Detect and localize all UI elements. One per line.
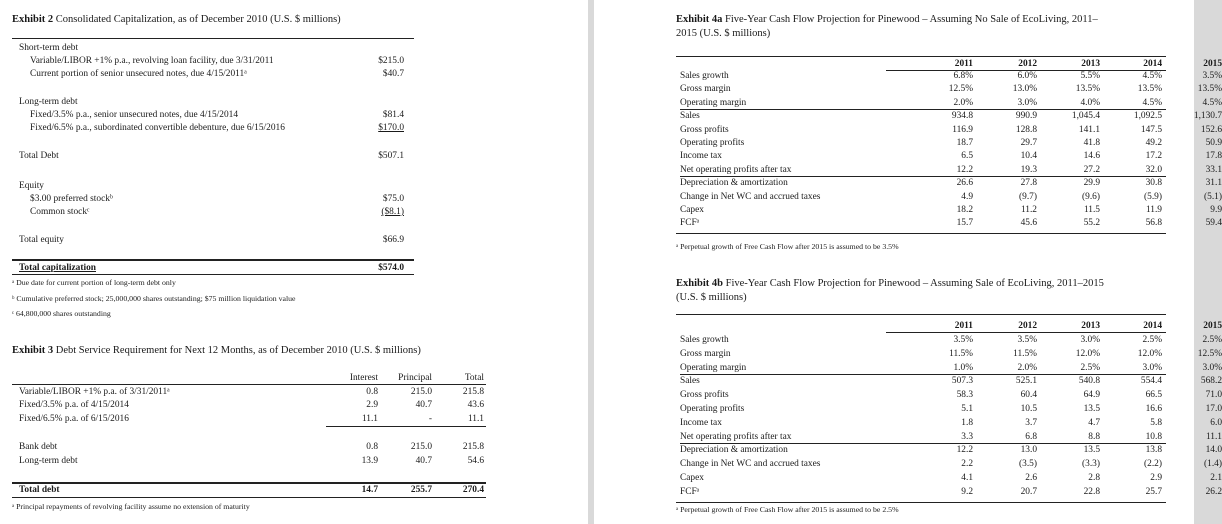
value-cell: (3.5) — [1019, 459, 1037, 470]
value-cell: 30.8 — [1145, 178, 1162, 189]
value-cell: 2.6 — [1025, 473, 1037, 483]
exhibit-3-title-bold: Exhibit 3 — [12, 345, 54, 356]
value-cell: 1,045.4 — [1071, 111, 1100, 122]
table-top-rule — [676, 56, 1166, 57]
value-cell: 71.0 — [1205, 390, 1222, 401]
total-debt-value: $507.1 — [378, 151, 404, 161]
ex3-subtotal-rule — [326, 426, 486, 427]
exhibit-4b-title-line2: (U.S. $ millions) — [676, 292, 747, 303]
ex3-header-interest: Interest — [349, 373, 378, 383]
preferred-stock-value: $75.0 — [382, 194, 404, 204]
ex3-total-top-rule — [12, 482, 486, 484]
value-cell: 56.8 — [1145, 218, 1162, 229]
row-label: Capex — [680, 205, 704, 215]
left-page — [0, 0, 588, 524]
value-cell: 3.7 — [1025, 417, 1037, 428]
value-cell: 3.3 — [961, 431, 973, 442]
exhibit-4b-title-text: Five-Year Cash Flow Projection for Pinewood – Assuming Sale of EcoLiving, 2011–2015 — [725, 278, 1104, 289]
total-total-cell: 270.4 — [462, 485, 484, 495]
value-cell: 4.7 — [1088, 417, 1100, 428]
right-page — [594, 0, 1222, 524]
value-cell: 49.2 — [1145, 138, 1162, 148]
exhibit-2-footnote-a: ᵃ Due date for current portion of long-term debt only — [12, 278, 176, 287]
value-cell: 2.5% — [1202, 335, 1222, 345]
year-header: 2011 — [954, 59, 973, 69]
row-label: Capex — [680, 473, 704, 483]
value-cell: 60.4 — [1020, 390, 1037, 401]
value-cell: 141.1 — [1078, 124, 1100, 135]
interest-cell: 13.9 — [361, 456, 378, 466]
value-cell: 128.8 — [1015, 124, 1037, 135]
row-label: Change in Net WC and accrued taxes — [680, 459, 821, 470]
row-label: Bank debt — [19, 442, 58, 452]
row-label: Income tax — [680, 151, 722, 162]
value-cell: 11.2 — [1020, 205, 1037, 215]
exhibit-2-footnote-c: ᶜ 64,800,000 shares outstanding — [12, 309, 111, 318]
exhibit-3-title-text: Debt Service Requirement for Next 12 Months, as of December 2010 (U.S. $ millions) — [55, 345, 421, 356]
row-label: Gross margin — [680, 84, 731, 95]
st1-value: $215.0 — [378, 56, 404, 66]
value-cell: 9.2 — [961, 486, 973, 497]
year-header: 2015 — [1203, 59, 1222, 69]
row-label: Gross margin — [680, 348, 731, 359]
exhibit-4a-title-bold: Exhibit 4a — [676, 14, 723, 25]
value-cell: 12.5% — [1197, 348, 1222, 359]
section-rule — [680, 443, 1166, 444]
st1-label: Variable/LIBOR +1% p.a., revolving loan facility, due 3/31/2011 — [30, 56, 274, 66]
section-rule — [680, 109, 1166, 110]
lt2-value: $170.0 — [378, 123, 404, 133]
year-header: 2012 — [1018, 321, 1037, 331]
exhibit-2-title-bold: Exhibit 2 — [12, 14, 54, 25]
interest-cell: 0.8 — [366, 442, 378, 452]
exhibit-4b-title-bold: Exhibit 4b — [676, 278, 723, 289]
value-cell: (9.7) — [1019, 191, 1037, 202]
value-cell: (9.6) — [1082, 191, 1100, 202]
value-cell: 13.5% — [1197, 84, 1222, 95]
exhibit-4a-title-line2: 2015 (U.S. $ millions) — [676, 28, 771, 39]
value-cell: 554.4 — [1140, 376, 1162, 387]
value-cell: 3.5% — [1202, 71, 1222, 81]
value-cell: 1.0% — [953, 362, 973, 373]
total-cell: 215.8 — [462, 442, 484, 452]
row-label: FCFᵃ — [680, 218, 700, 229]
row-label: Change in Net WC and accrued taxes — [680, 191, 821, 202]
exhibit-4b-title-line1 — [676, 279, 1104, 290]
value-cell: 11.5% — [1013, 348, 1037, 359]
equity-header: Equity — [19, 181, 44, 191]
row-label: Income tax — [680, 417, 722, 428]
value-cell: 990.9 — [1015, 111, 1037, 122]
value-cell: 1,092.5 — [1133, 111, 1162, 122]
table-bottom-rule — [676, 233, 1166, 234]
value-cell: 1,130.7 — [1193, 111, 1222, 122]
long-term-debt-header: Long-term debt — [19, 97, 78, 107]
principal-cell: - — [428, 414, 432, 424]
value-cell: 2.5% — [1080, 362, 1100, 373]
total-cell: 43.6 — [467, 400, 484, 410]
exhibit-2-title — [12, 15, 341, 26]
st2-value: $40.7 — [382, 69, 404, 79]
preferred-stock-label: $3.00 preferred stockᵇ — [30, 194, 113, 204]
value-cell: 3.5% — [953, 335, 973, 345]
common-stock-value: ($8.1) — [381, 207, 404, 217]
exhibit-4b-footnote: ᵃ Perpetual growth of Free Cash Flow after 2015 is assumed to be 2.5% — [676, 505, 899, 514]
value-cell: 11.5% — [949, 348, 973, 359]
interest-cell: 0.8 — [366, 387, 378, 397]
value-cell: 540.8 — [1078, 376, 1100, 387]
value-cell: 10.5 — [1020, 404, 1037, 414]
value-cell: 2.9 — [1150, 473, 1162, 483]
value-cell: 2.2 — [961, 459, 973, 470]
year-header: 2014 — [1143, 59, 1162, 69]
value-cell: 1.8 — [961, 417, 973, 428]
value-cell: 27.8 — [1020, 178, 1037, 189]
total-capitalization-value: $574.0 — [378, 263, 404, 273]
row-label: Depreciation & amortization — [680, 445, 788, 456]
principal-cell: 215.0 — [410, 442, 432, 452]
row-label: Operating margin — [680, 362, 747, 373]
value-cell: 10.4 — [1020, 151, 1037, 162]
value-cell: 3.0% — [1202, 362, 1222, 373]
value-cell: 13.5% — [1137, 84, 1162, 95]
table-bottom-rule — [676, 502, 1166, 503]
value-cell: 17.2 — [1145, 151, 1162, 162]
value-cell: 11.1 — [1205, 431, 1222, 442]
value-cell: 3.5% — [1017, 335, 1037, 345]
ex3-total-bottom-rule — [12, 497, 486, 498]
value-cell: 13.5% — [1075, 84, 1100, 95]
section-rule — [680, 374, 1166, 375]
row-label: Net operating profits after tax — [680, 431, 792, 442]
value-cell: 507.3 — [951, 376, 973, 387]
total-capitalization-label: Total capitalization — [19, 263, 96, 273]
value-cell: 2.0% — [953, 97, 973, 108]
row-label: Net operating profits after tax — [680, 164, 792, 175]
value-cell: 13.8 — [1145, 445, 1162, 456]
total-interest-cell: 14.7 — [361, 485, 378, 495]
value-cell: 12.2 — [956, 164, 973, 175]
total-cell: 11.1 — [467, 414, 484, 424]
value-cell: 29.7 — [1020, 138, 1037, 148]
value-cell: 5.1 — [961, 404, 973, 414]
total-debt-row-label: Total debt — [19, 485, 60, 495]
value-cell: 59.4 — [1205, 218, 1222, 229]
value-cell: 11.9 — [1145, 205, 1162, 215]
value-cell: 8.8 — [1088, 431, 1100, 442]
value-cell: 3.0% — [1017, 97, 1037, 108]
value-cell: 27.2 — [1083, 164, 1100, 175]
value-cell: 64.9 — [1083, 390, 1100, 401]
value-cell: 5.5% — [1080, 71, 1100, 81]
value-cell: 14.6 — [1083, 151, 1100, 162]
row-label: Sales — [680, 376, 700, 387]
exhibit-3-title — [12, 346, 421, 357]
value-cell: 152.6 — [1200, 124, 1222, 135]
total-cap-bottom-rule — [12, 274, 414, 275]
exhibit-2-footnote-b: ᵇ Cumulative preferred stock; 25,000,000 shares outstanding; $75 million liquidation value — [12, 294, 296, 303]
lt1-label: Fixed/3.5% p.a., senior unsecured notes, due 4/15/2014 — [30, 110, 239, 120]
value-cell: 4.9 — [961, 191, 973, 202]
value-cell: 116.9 — [952, 124, 973, 135]
value-cell: 50.9 — [1205, 138, 1222, 148]
total-equity-value: $66.9 — [382, 235, 404, 245]
value-cell: 9.9 — [1210, 205, 1222, 215]
total-debt-label: Total Debt — [19, 151, 59, 161]
exhibit-3-footnote: ᵃ Principal repayments of revolving facility assume no extension of maturity — [12, 502, 250, 511]
row-label: Sales growth — [680, 71, 729, 81]
value-cell: 12.0% — [1075, 348, 1100, 359]
value-cell: 10.8 — [1145, 431, 1162, 442]
row-label: Operating profits — [680, 404, 745, 414]
lt2-label: Fixed/6.5% p.a., subordinated convertible debenture, due 6/15/2016 — [30, 123, 285, 133]
value-cell: 6.8% — [953, 71, 973, 81]
value-cell: 147.5 — [1140, 124, 1162, 135]
row-label: Variable/LIBOR +1% p.a. of 3/31/2011ᵃ — [19, 387, 170, 397]
value-cell: 525.1 — [1015, 376, 1037, 387]
value-cell: 31.1 — [1205, 178, 1222, 189]
value-cell: 32.0 — [1145, 164, 1162, 175]
value-cell: 25.7 — [1145, 486, 1162, 497]
value-cell: 26.6 — [956, 178, 973, 189]
row-label: Operating margin — [680, 97, 747, 108]
row-label: Fixed/6.5% p.a. of 6/15/2016 — [19, 414, 129, 424]
value-cell: 13.5 — [1083, 445, 1100, 456]
row-label: Sales growth — [680, 335, 729, 345]
year-header-rule — [886, 332, 1166, 333]
value-cell: 16.6 — [1145, 404, 1162, 414]
value-cell: 11.5 — [1083, 205, 1100, 215]
value-cell: 6.0 — [1210, 417, 1222, 428]
value-cell: 33.1 — [1205, 164, 1222, 175]
year-header: 2013 — [1081, 59, 1100, 69]
principal-cell: 40.7 — [415, 400, 432, 410]
year-header: 2012 — [1018, 59, 1037, 69]
row-label: Gross profits — [680, 390, 729, 401]
value-cell: 15.7 — [956, 218, 973, 229]
value-cell: 20.7 — [1020, 486, 1037, 497]
row-label: FCFᵃ — [680, 486, 700, 497]
year-header: 2011 — [954, 321, 973, 331]
year-header: 2013 — [1081, 321, 1100, 331]
principal-cell: 40.7 — [415, 456, 432, 466]
exhibit-4a-footnote: ᵃ Perpetual growth of Free Cash Flow after 2015 is assumed to be 3.5% — [676, 242, 899, 251]
value-cell: 45.6 — [1020, 218, 1037, 229]
value-cell: 17.8 — [1205, 151, 1222, 162]
exhibit-4a-title-text: Five-Year Cash Flow Projection for Pinewood – Assuming No Sale of EcoLiving, 2011– — [725, 14, 1098, 25]
interest-cell: 2.9 — [366, 400, 378, 410]
value-cell: 4.5% — [1142, 71, 1162, 81]
value-cell: 3.0% — [1142, 362, 1162, 373]
value-cell: 58.3 — [956, 390, 973, 401]
value-cell: 12.0% — [1137, 348, 1162, 359]
value-cell: 13.0 — [1020, 445, 1037, 456]
value-cell: (5.1) — [1204, 191, 1222, 202]
value-cell: 17.0 — [1205, 404, 1222, 414]
section-rule — [680, 176, 1166, 177]
short-term-debt-header: Short-term debt — [19, 43, 79, 53]
lt1-value: $81.4 — [382, 110, 404, 120]
value-cell: (3.3) — [1082, 459, 1100, 470]
value-cell: 41.8 — [1083, 138, 1100, 148]
value-cell: (2.2) — [1144, 459, 1162, 470]
value-cell: 5.8 — [1150, 417, 1162, 428]
row-label: Operating profits — [680, 138, 745, 148]
value-cell: 19.3 — [1020, 164, 1037, 175]
value-cell: 22.8 — [1083, 486, 1100, 497]
year-header: 2015 — [1203, 321, 1222, 331]
st2-label: Current portion of senior unsecured notes, due 4/15/2011ᵃ — [30, 69, 247, 79]
total-equity-label: Total equity — [19, 235, 64, 245]
value-cell: 2.5% — [1142, 335, 1162, 345]
row-label: Fixed/3.5% p.a. of 4/15/2014 — [19, 400, 129, 410]
value-cell: 6.8 — [1025, 431, 1037, 442]
total-cell: 54.6 — [467, 456, 484, 466]
total-cell: 215.8 — [462, 387, 484, 397]
row-label: Long-term debt — [19, 456, 78, 466]
value-cell: (1.4) — [1204, 459, 1222, 470]
exhibit-2-top-rule — [12, 38, 414, 39]
value-cell: 568.2 — [1200, 376, 1222, 387]
value-cell: 18.2 — [956, 205, 973, 215]
value-cell: 29.9 — [1083, 178, 1100, 189]
value-cell: 2.8 — [1088, 473, 1100, 483]
ex3-header-principal: Principal — [398, 373, 432, 383]
value-cell: 12.5% — [948, 84, 973, 95]
value-cell: 12.2 — [956, 445, 973, 456]
exhibit-4a-title-line1 — [676, 15, 1098, 26]
table-top-rule — [676, 314, 1166, 315]
interest-cell: 11.1 — [361, 414, 378, 424]
principal-cell: 215.0 — [410, 387, 432, 397]
value-cell: 13.0% — [1012, 84, 1037, 95]
value-cell: 6.0% — [1017, 71, 1037, 81]
row-label: Sales — [680, 111, 700, 122]
total-cap-top-rule — [12, 259, 414, 261]
common-stock-label: Common stockᶜ — [30, 207, 90, 217]
value-cell: 2.0% — [1017, 362, 1037, 373]
total-principal-cell: 255.7 — [410, 485, 432, 495]
value-cell: 66.5 — [1145, 390, 1162, 401]
value-cell: 3.0% — [1080, 335, 1100, 345]
ex3-header-total: Total — [464, 373, 484, 383]
value-cell: 2.1 — [1210, 473, 1222, 483]
row-label: Depreciation & amortization — [680, 178, 788, 189]
value-cell: 4.5% — [1202, 97, 1222, 108]
value-cell: 934.8 — [951, 111, 973, 122]
value-cell: (5.9) — [1144, 191, 1162, 202]
value-cell: 13.5 — [1083, 404, 1100, 414]
value-cell: 14.0 — [1205, 445, 1222, 456]
exhibit-2-title-text: Consolidated Capitalization, as of December 2010 (U.S. $ millions) — [55, 14, 341, 25]
value-cell: 18.7 — [956, 138, 973, 148]
row-label: Gross profits — [680, 124, 729, 135]
value-cell: 4.0% — [1080, 97, 1100, 108]
value-cell: 6.5 — [961, 151, 973, 162]
ex3-header-rule — [12, 384, 486, 385]
year-header: 2014 — [1143, 321, 1162, 331]
value-cell: 55.2 — [1083, 218, 1100, 229]
value-cell: 26.2 — [1205, 486, 1222, 497]
value-cell: 4.5% — [1142, 97, 1162, 108]
value-cell: 4.1 — [961, 473, 973, 483]
